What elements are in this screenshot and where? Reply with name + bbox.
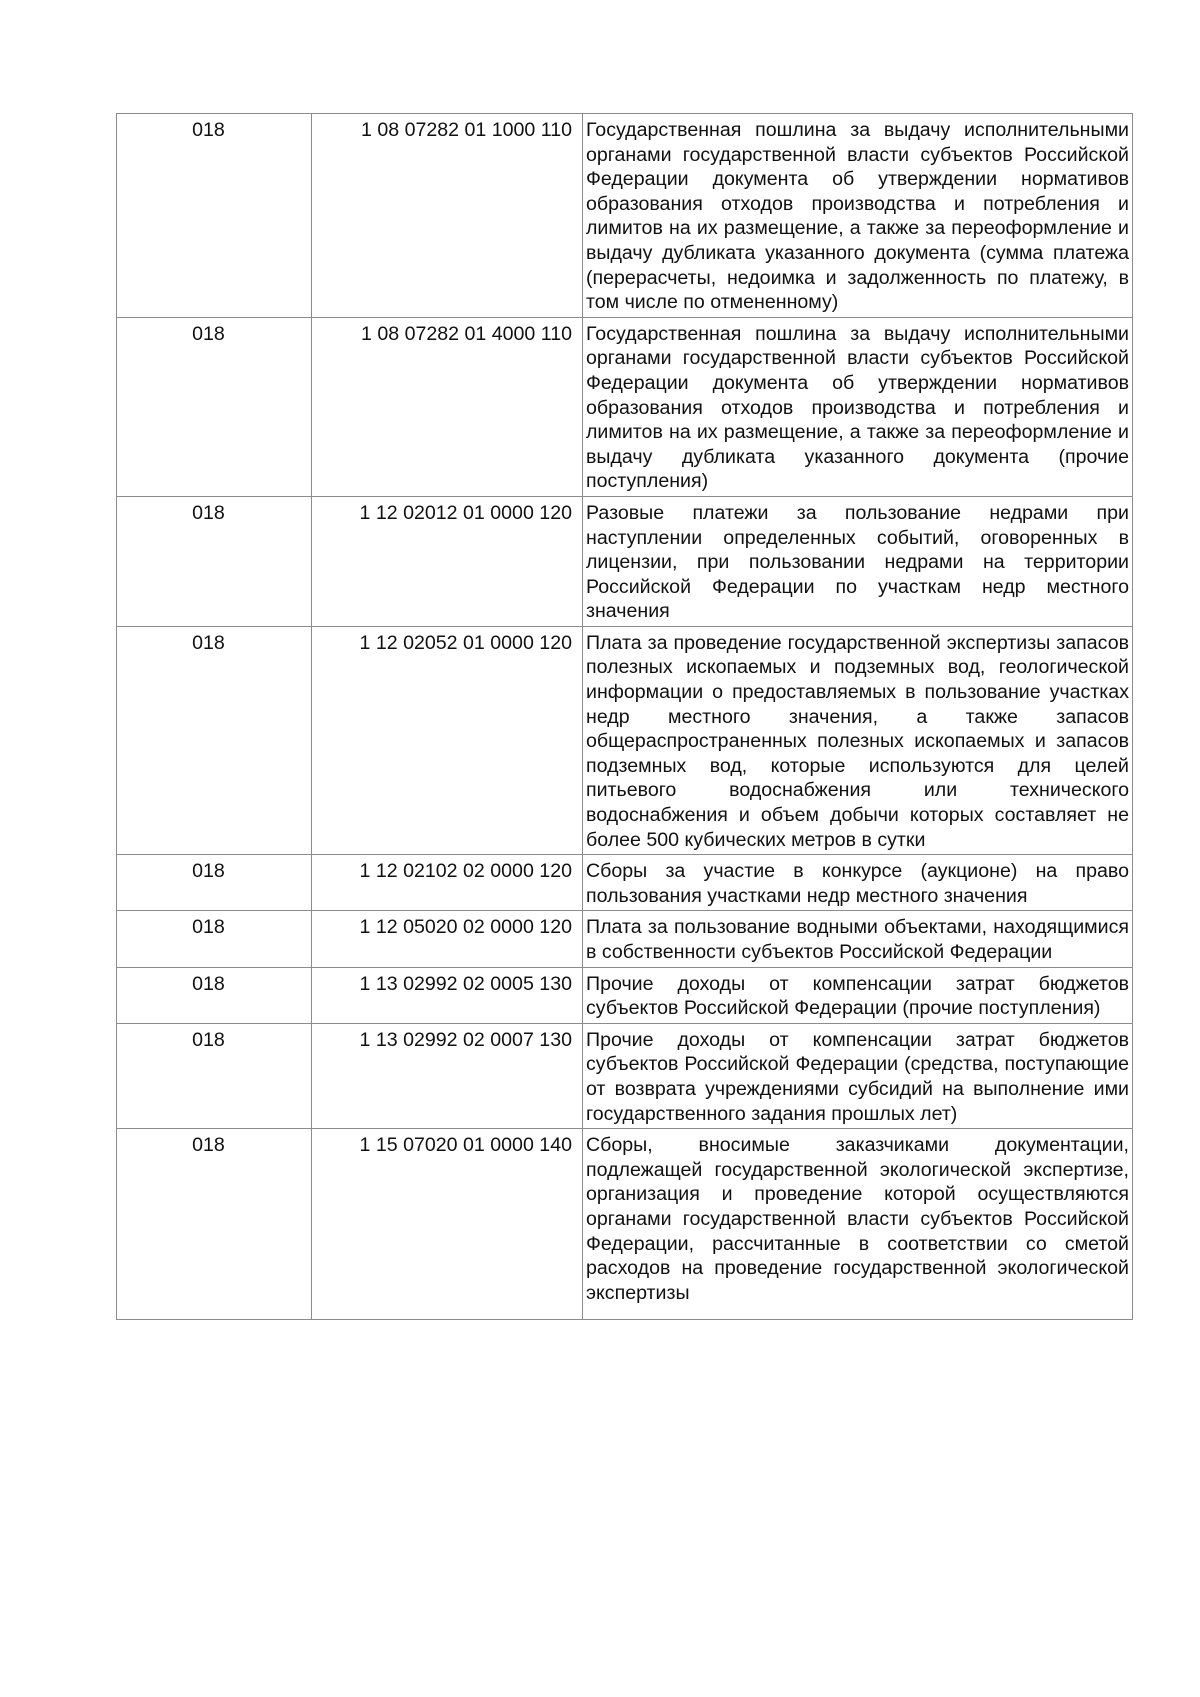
table-row: [117, 911, 1133, 967]
admin-code-cell: 018: [117, 114, 312, 318]
admin-code-cell: 018: [117, 967, 312, 1023]
revenue-name-cell: Плата за пользование водными объектами, находящимися в собственности субъектов Российской Федерации: [583, 911, 1133, 967]
kbk-code-cell: 1 15 07020 01 0000 140: [312, 1129, 583, 1320]
table-row: [117, 1023, 1133, 1128]
revenue-name-cell: Прочие доходы от компенсации затрат бюджетов субъектов Российской Федерации (прочие поступления): [583, 967, 1133, 1023]
admin-code-cell: 018: [117, 855, 312, 911]
revenue-name-cell: Сборы, вносимые заказчиками документации, подлежащей государственной экологической экспертизе, организация и проведение которой осуществляются органами государственной власти субъектов Российской Федерации, рассчитанные в соответствии со сметой расходов на проведение государственной экологической экспертизы: [583, 1129, 1133, 1320]
admin-code-cell: 018: [117, 911, 312, 967]
admin-code-cell: 018: [117, 626, 312, 854]
revenue-codes-table: [116, 113, 1133, 1320]
kbk-code-cell: 1 13 02992 02 0007 130: [312, 1023, 583, 1128]
kbk-code-cell: 1 13 02992 02 0005 130: [312, 967, 583, 1023]
revenue-name-cell: Плата за проведение государственной экспертизы запасов полезных ископаемых и подземных вод, геологической информации о предоставляемых в пользование участках недр местного значения, а также запасов общераспространенных полезных ископаемых и запасов подземных вод, которые используются для целей питьевого водоснабжения или технического водоснабжения и объем добычи которых составляет не более 500 кубических метров в сутки: [583, 626, 1133, 854]
table-row: [117, 967, 1133, 1023]
revenue-name-cell: Прочие доходы от компенсации затрат бюджетов субъектов Российской Федерации (средства, поступающие от возврата учреждениями субсидий на выполнение ими государственного задания прошлых лет): [583, 1023, 1133, 1128]
revenue-name-cell: Государственная пошлина за выдачу исполнительными органами государственной власти субъектов Российской Федерации документа об утверждении нормативов образования отходов производства и потребления и лимитов на их размещение, а также за переоформление и выдачу дубликата указанного документа (прочие поступления): [583, 317, 1133, 496]
table-row: [117, 114, 1133, 318]
admin-code-cell: 018: [117, 496, 312, 626]
table-row: [117, 855, 1133, 911]
kbk-code-cell: 1 12 02102 02 0000 120: [312, 855, 583, 911]
table-row: [117, 317, 1133, 496]
revenue-name-cell: Сборы за участие в конкурсе (аукционе) на право пользования участками недр местного значения: [583, 855, 1133, 911]
kbk-code-cell: 1 08 07282 01 4000 110: [312, 317, 583, 496]
kbk-code-cell: 1 12 02052 01 0000 120: [312, 626, 583, 854]
table-row: [117, 496, 1133, 626]
revenue-name-cell: Государственная пошлина за выдачу исполнительными органами государственной власти субъектов Российской Федерации документа об утверждении нормативов образования отходов производства и потребления и лимитов на их размещение, а также за переоформление и выдачу дубликата указанного документа (сумма платежа (перерасчеты, недоимка и задолженность по платежу, в том числе по отмененному): [583, 114, 1133, 318]
kbk-code-cell: 1 12 02012 01 0000 120: [312, 496, 583, 626]
admin-code-cell: 018: [117, 1129, 312, 1320]
revenue-name-cell: Разовые платежи за пользование недрами при наступлении определенных событий, оговоренных в лицензии, при пользовании недрами на территории Российской Федерации по участкам недр местного значения: [583, 496, 1133, 626]
table-row: [117, 1129, 1133, 1320]
kbk-code-cell: 1 12 05020 02 0000 120: [312, 911, 583, 967]
kbk-code-cell: 1 08 07282 01 1000 110: [312, 114, 583, 318]
table-row: [117, 626, 1133, 854]
admin-code-cell: 018: [117, 317, 312, 496]
admin-code-cell: 018: [117, 1023, 312, 1128]
